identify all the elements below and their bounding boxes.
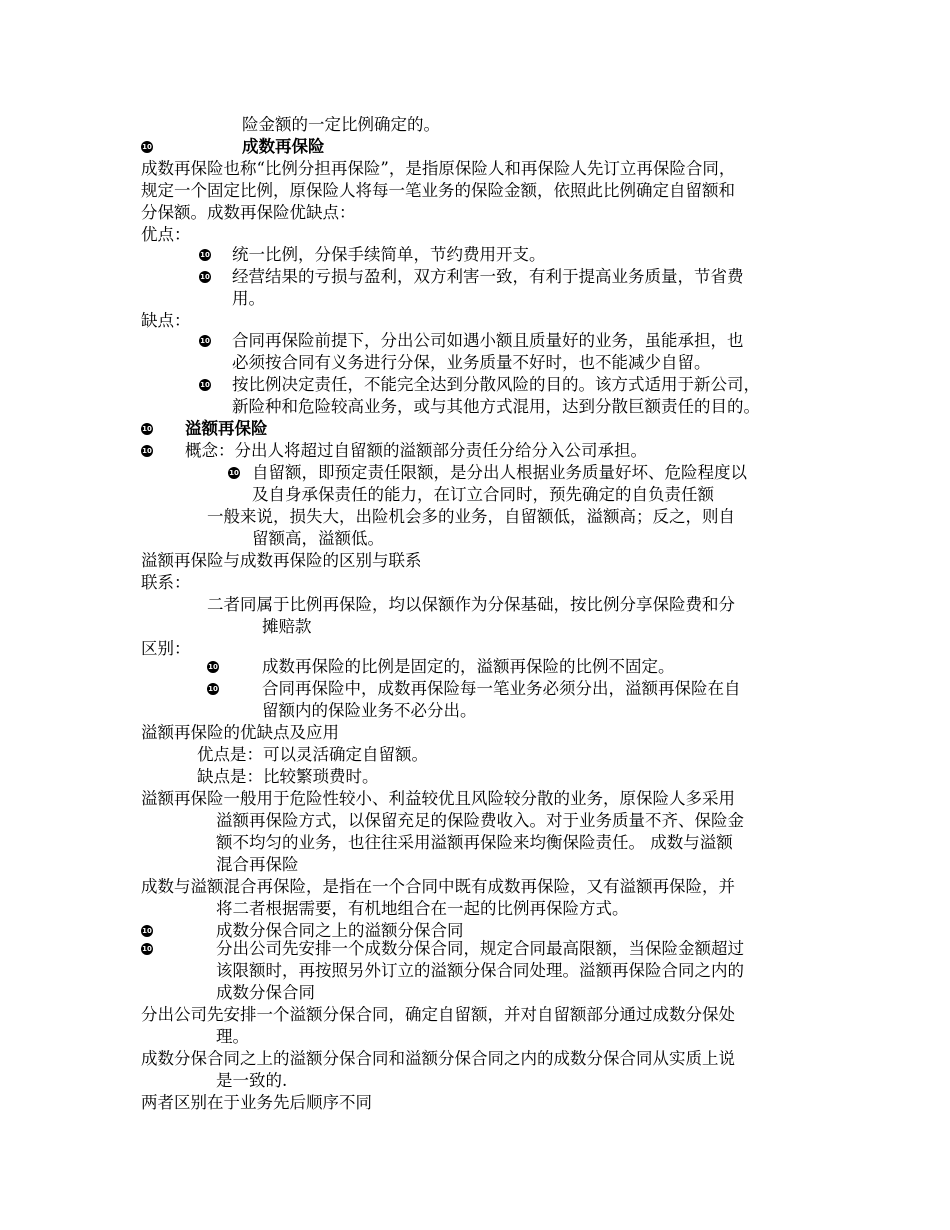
text-line: 成数分保合同之上的溢额分保合同 [216,921,464,940]
text-line: 二者同属于比例再保险，均以保额作为分保基础，按比例分享保险费和分 [207,595,735,614]
bullet-icon: 10 [200,273,210,281]
text-line: 留额高，溢额低。 [252,529,384,548]
text-line: 新险种和危险较高业务，或与其他方式混用，达到分散巨额责任的目的。 [232,397,760,416]
text-line: 概念：分出人将超过自留额的溢额部分责任分给分入公司承担。 [185,441,647,460]
text-line: 溢额再保险与成数再保险的区别与联系 [141,551,422,570]
text-line: 混合再保险 [216,855,299,874]
text-line: 额不均匀的业务，也往往采用溢额再保险来均衡保险责任。 成数与溢额 [216,833,733,852]
text-line: 一般来说，损失大，出险机会多的业务，自留额低，溢额高；反之，则自 [207,507,735,526]
text-line: 溢额再保险一般用于危险性较小、利益较优且风险较分散的业务，原保险人多采用 [141,789,735,808]
text-line: 摊赔款 [262,617,312,636]
text-line: 理。 [216,1027,249,1046]
text-line: 成数分保合同 [216,983,315,1002]
bullet-icon: 10 [142,447,152,455]
bullet-icon: 10 [142,425,152,433]
text-line: 险金额的一定比例确定的。 [242,115,440,134]
text-line: 用。 [232,289,265,308]
text-line: 分出公司先安排一个成数分保合同，规定合同最高限额，当保险金额超过 [216,939,744,958]
text-line: 成数分保合同之上的溢额分保合同和溢额分保合同之内的成数分保合同从实质上说 [141,1049,735,1068]
bullet-icon: 10 [200,251,210,259]
text-line: 自留额，即预定责任限额，是分出人根据业务质量好坏、危险程度以 [252,463,747,482]
bullet-icon: 10 [200,337,210,345]
text-line: 将二者根据需要，有机地组合在一起的比例再保险方式。 [216,899,629,918]
text-line: 规定一个固定比例，原保险人将每一笔业务的保险金额，依照此比例确定自留额和 [141,181,735,200]
text-line: 两者区别在于业务先后顺序不同 [141,1093,372,1112]
text-line: 联系： [141,573,191,592]
text-line: 成数与溢额混合再保险，是指在一个合同中既有成数再保险，又有溢额再保险，并 [141,877,735,896]
bullet-icon: 10 [208,663,218,671]
text-line: 优点： [141,225,191,244]
text-line: 溢额再保险方式，以保留充足的保险费收入。对于业务质量不齐、保险金 [216,811,744,830]
text-line: 该限额时，再按照另外订立的溢额分保合同处理。溢额再保险合同之内的 [216,961,744,980]
text-line: 留额内的保险业务不必分出。 [262,701,477,720]
section-heading: 溢额再保险 [185,419,268,438]
text-line: 是一致的. [216,1071,288,1090]
bullet-icon: 10 [208,685,218,693]
text-line: 合同再保险中，成数再保险每一笔业务必须分出，溢额再保险在自 [262,679,741,698]
bullet-icon: 10 [142,945,152,953]
text-line: 缺点： [141,311,191,330]
bullet-icon: 10 [142,143,152,151]
text-line: 成数再保险也称“比例分担再保险”，是指原保险人和再保险人先订立再保险合同， [141,159,736,178]
text-line: 经营结果的亏损与盈利，双方利害一致，有利于提高业务质量，节省费 [232,267,744,286]
text-line: 及自身承保责任的能力，在订立合同时，预先确定的自负责任额 [252,485,714,504]
text-line: 优点是：可以灵活确定自留额。 [197,745,428,764]
section-heading: 成数再保险 [242,137,325,156]
text-line: 缺点是：比较繁琐费时。 [197,767,379,786]
text-line: 分保额。成数再保险优缺点： [141,203,356,222]
text-line: 合同再保险前提下，分出公司如遇小额且质量好的业务，虽能承担，也 [232,331,744,350]
text-line: 区别： [141,639,191,658]
text-line: 成数再保险的比例是固定的，溢额再保险的比例不固定。 [262,657,675,676]
bullet-icon: 10 [200,381,210,389]
bullet-icon: 10 [229,469,239,477]
text-line: 按比例决定责任，不能完全达到分散风险的目的。该方式适用于新公司， [232,375,760,394]
text-line: 分出公司先安排一个溢额分保合同，确定自留额，并对自留额部分通过成数分保处 [141,1005,735,1024]
text-line: 溢额再保险的优缺点及应用 [141,723,339,742]
text-line: 统一比例，分保手续简单，节约费用开支。 [232,245,546,264]
bullet-icon: 10 [142,927,152,935]
text-line: 必须按合同有义务进行分保，业务质量不好时，也不能减少自留。 [232,353,711,372]
